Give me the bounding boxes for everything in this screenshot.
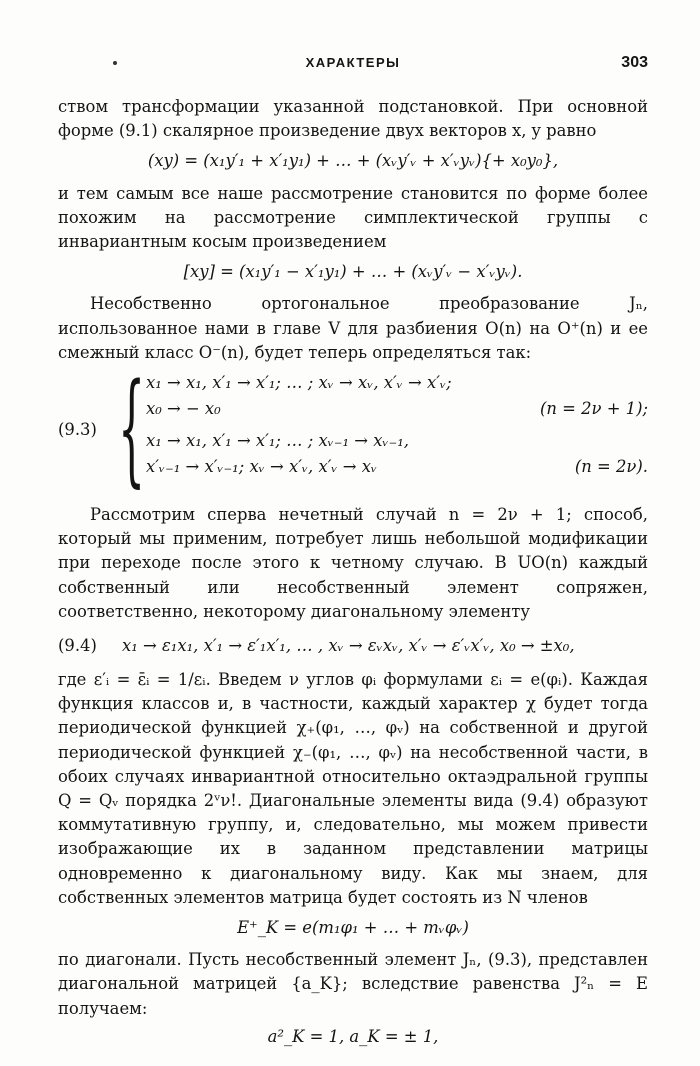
paragraph-2: и тем самым все наше рассмотрение становится по форме более похожим на рассмотрение симплектической группы с инвариантным косым произведением [58,183,648,252]
equation-system-9-3 [58,357,648,500]
chapter-title: ХАРАКТЕРЫ [305,55,401,70]
system-condition-even: (n = 2ν). [574,457,648,477]
paragraph-3: Несобственно ортогональное преобразование Jₙ, использованное нами в главе V для разбиения O(n) на O⁺(n) и ее смежный класс O⁻(n), будет теперь определяться так: [58,294,648,362]
paragraph-1: ством трансформации указанной подстановкой. При основной форме (9.1) скалярное произведение двух векторов x, y равно [58,97,648,141]
page-body [58,95,648,1053]
running-header [58,55,648,75]
equation-label-9-4: (9.4) [58,636,97,656]
system-line-3: x₁ → x₁, x′₁ → x′₁; … ; xᵥ₋₁ → xᵥ₋₁, [146,431,410,451]
paragraph-6: по диагонали. Пусть несобственный элемент Jₙ, (9.3), представлен диагональной матрицей {a_K}; вследствие равенства J²ₙ = E получаем: [58,950,648,1018]
page-number: 303 [621,54,648,71]
formula-diagonal-entry: E⁺_K = e(m₁φ₁ + … + mᵥφᵥ) [237,918,469,938]
formula-skew-product: [xy] = (x₁y′₁ − x′₁y₁) + … + (xᵥy′ᵥ − x′ᵥyᵥ). [183,262,523,282]
system-line-2: x₀ → − x₀ [146,399,221,419]
system-line-4: x′ᵥ₋₁ → x′ᵥ₋₁; xᵥ → x′ᵥ, x′ᵥ → xᵥ [146,457,378,477]
paragraph-4: Рассмотрим сперва нечетный случай n = 2ν + 1; способ, который мы применим, потребует лишь небольшой модификации при переходе после этого к четному случаю. В UO(n) каждый собственный или несобственный элемент сопряжен, соответственно, некоторому диагональному элементу [58,505,648,621]
formula-eigenvalues: a²_K = 1, a_K = ± 1, [267,1026,439,1046]
formula-scalar-product: (xy) = (x₁y′₁ + x′₁y₁) + … + (xᵥy′ᵥ + x′ᵥyᵥ){+ x₀y₀}, [147,151,559,171]
equation-9-4 [58,632,648,662]
system-condition-odd: (n = 2ν + 1); [540,399,648,419]
equation-9-4-body: x₁ → ε₁x₁, x′₁ → ε′₁x′₁, … , xᵥ → εᵥxᵥ, x′ᵥ → ε′ᵥx′ᵥ, x₀ → ±x₀, [122,636,575,656]
equation-label-9-3: (9.3) [58,420,97,440]
left-brace: { [118,357,146,500]
system-line-1: x₁ → x₁, x′₁ → x′₁; … ; xᵥ → xᵥ, x′ᵥ → x′ᵥ; [146,373,452,393]
paragraph-5: где ε′ᵢ = ε̄ᵢ = 1/εᵢ. Введем ν углов φᵢ формулами εᵢ = e(φᵢ). Каждая функция классов и, в частности, каждый характер χ будет тогда периодической функцией χ₊(φ₁, …, φᵥ) на собственной и другой периодической функцией χ₋(φ₁, …, φᵥ) на несобственной части, в обоих случаях инвариантной относительно октаэдральной группы Q = Qᵥ порядка 2ᵛν!. Диагональные элементы вида (9.4) образуют коммутативную группу, и, следовательно, мы можем привести изображающие их в заданном представлении матрицы одновременно к диагональному виду. Как мы знаем, для собственных элементов матрица будет состоять из N членов [58,670,648,907]
